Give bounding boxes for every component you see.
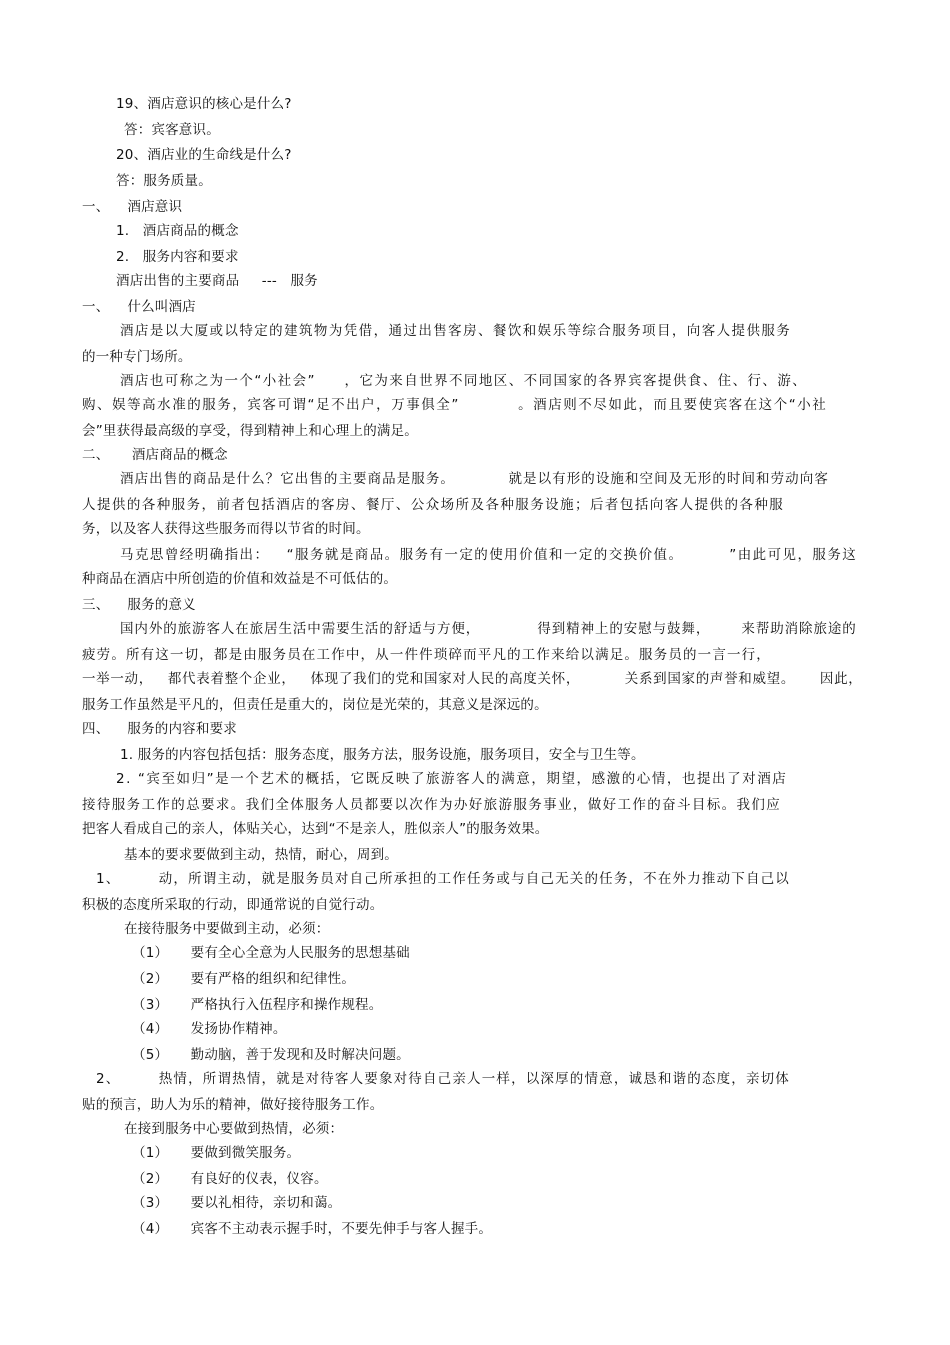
text-line: 1. 服务的内容包括包括：服务态度，服务方法，服务设施，服务项目，安全与卫生等。	[120, 747, 645, 763]
text-line: 答：服务质量。	[116, 173, 212, 189]
text-line: （2） 要有严格的组织和纪律性。	[132, 971, 356, 987]
text-line: 一、 酒店意识	[82, 199, 183, 215]
text-line: 把客人看成自己的亲人，体贴关心，达到“不是亲人，胜似亲人”的服务效果。	[82, 821, 549, 837]
text-line: 一、 什么叫酒店	[82, 299, 196, 315]
text-line: 酒店是以大厦或以特定的建筑物为凭借，通过出售客房、餐饮和娱乐等综合服务项目，向客人提供服务	[120, 323, 792, 339]
text-line: 会”里获得最高级的享受，得到精神上和心理上的满足。	[82, 423, 418, 439]
text-line: 积极的态度所采取的行动，即通常说的自觉行动。	[82, 897, 384, 913]
text-line: 二、 酒店商品的概念	[82, 447, 228, 463]
text-line: 四、 服务的内容和要求	[82, 721, 237, 737]
text-line: 2. “宾至如归”是一个艺术的概括，它既反映了旅游客人的满意，期望，感激的心情，也提出了对酒店	[116, 771, 788, 787]
text-line: （3） 要以礼相待，亲切和蔼。	[132, 1195, 342, 1211]
text-line: 疲劳。所有这一切，都是由服务员在工作中，从一件件琐碎而平凡的工作来给以满足。服务员的一言一行，	[82, 647, 771, 663]
text-line: 1. 酒店商品的概念	[116, 223, 239, 239]
text-line: 马克思曾经明确指出： “服务就是商品。服务有一定的使用价值和一定的交换价值。 ”由此可见，服务这	[120, 547, 858, 563]
text-line: 基本的要求要做到主动，热情，耐心，周到。	[124, 847, 398, 863]
text-line: 一举一动， 都代表着整个企业， 体现了我们的党和国家对人民的高度关怀， 关系到国家的声誉和威望。 因此，	[82, 671, 863, 687]
text-line: 贴的预言，助人为乐的精神，做好接待服务工作。	[82, 1097, 384, 1113]
text-line: 20、酒店业的生命线是什么?	[116, 147, 292, 163]
text-line: （5） 勤动脑，善于发现和及时解决问题。	[132, 1047, 410, 1063]
text-line: （1） 要有全心全意为人民服务的思想基础	[132, 945, 410, 961]
text-line: （2） 有良好的仪表，仪容。	[132, 1171, 328, 1187]
text-line: 19、酒店意识的核心是什么?	[116, 96, 292, 112]
text-line: 2、 热情，所谓热情，就是对待客人要象对待自己亲人一样，以深厚的情意，诚恳和谐的态度，亲切体	[96, 1071, 790, 1087]
text-line: （4） 发扬协作精神。	[132, 1021, 287, 1037]
text-line: 酒店出售的商品是什么？它出售的主要商品是服务。 就是以有形的设施和空间及无形的时间和劳动向客	[120, 471, 829, 487]
text-line: 接待服务工作的总要求。我们全体服务人员都要以次作为办好旅游服务事业，做好工作的奋斗目标。我们应	[82, 797, 782, 813]
text-line: 答：宾客意识。	[124, 122, 220, 138]
text-line: （4） 宾客不主动表示握手时，不要先伸手与客人握手。	[132, 1221, 493, 1237]
text-line: 酒店出售的主要商品 --- 服务	[116, 273, 318, 289]
text-line: （1） 要做到微笑服务。	[132, 1145, 301, 1161]
text-line: （3） 严格执行入伍程序和操作规程。	[132, 997, 383, 1013]
text-line: 国内外的旅游客人在旅居生活中需要生活的舒适与方便， 得到精神上的安慰与鼓舞， 来帮助消除旅途的	[120, 621, 857, 637]
text-line: 的一种专门场所。	[82, 349, 192, 365]
text-line: 1、 动，所谓主动，就是服务员对自己所承担的工作任务或与自己无关的任务，不在外力推动下自己以	[96, 871, 790, 887]
text-line: 酒店也可称之为一个“小社会” ，它为来自世界不同地区、不同国家的各界宾客提供食、住、行、游、	[120, 373, 808, 389]
text-line: 在接待服务中要做到主动，必须：	[124, 921, 330, 937]
text-line: 三、 服务的意义	[82, 597, 196, 613]
text-line: 服务工作虽然是平凡的，但责任是重大的，岗位是光荣的，其意义是深远的。	[82, 697, 548, 713]
text-line: 购、娱等高水准的服务，宾客可谓“足不出户，万事俱全” 。酒店则不尽如此，而且要使宾客在这个“小社	[82, 397, 828, 413]
text-line: 人提供的各种服务，前者包括酒店的客房、餐厅、公众场所及各种服务设施；后者包括向客人提供的各种服	[82, 497, 785, 513]
text-line: 务，以及客人获得这些服务而得以节省的时间。	[82, 521, 370, 537]
text-line: 种商品在酒店中所创造的价值和效益是不可低估的。	[82, 571, 398, 587]
text-line: 2. 服务内容和要求	[116, 249, 239, 265]
text-line: 在接到服务中心要做到热情，必须：	[124, 1121, 344, 1137]
